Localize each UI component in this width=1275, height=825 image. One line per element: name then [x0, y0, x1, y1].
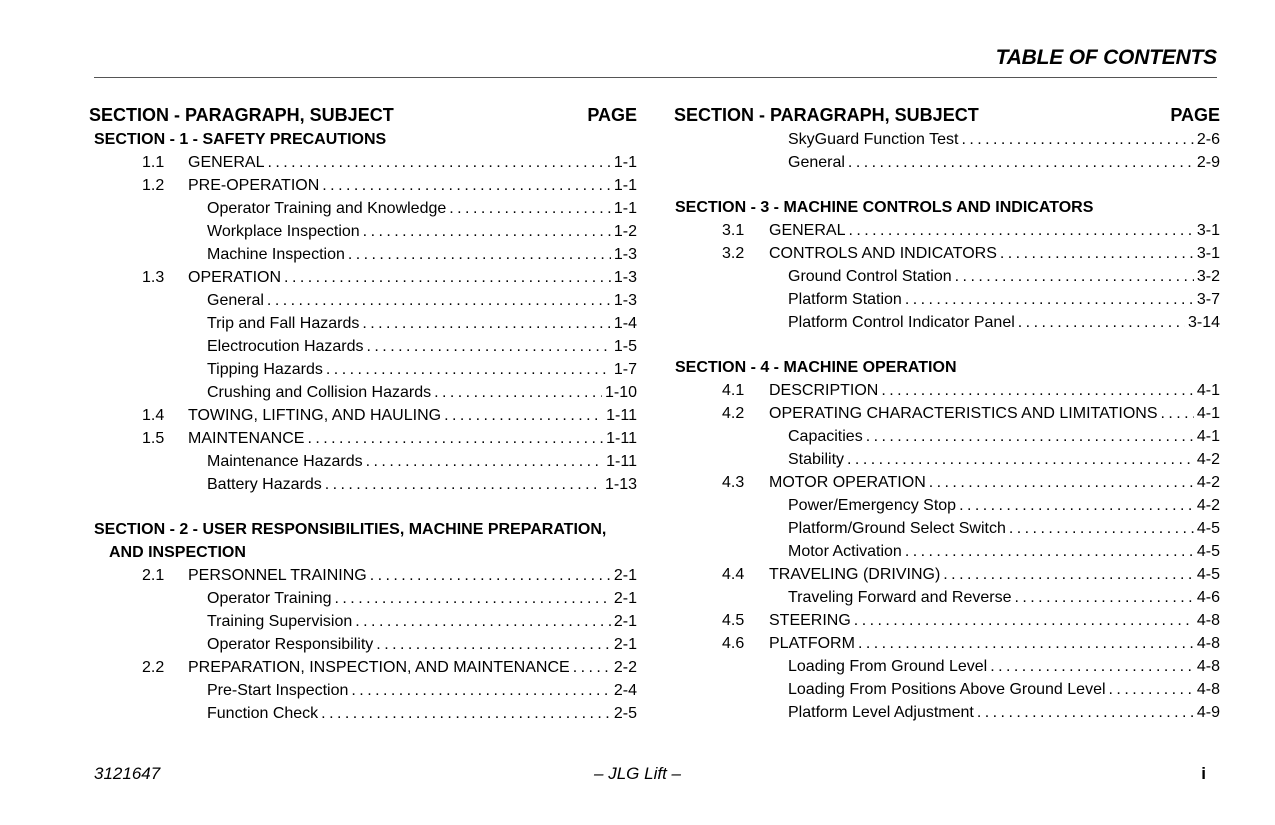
toc-entry-title: Capacities: [788, 428, 863, 445]
toc-page-number: 2-5: [613, 705, 637, 722]
toc-page-number: 4-2: [1196, 474, 1220, 491]
toc-page-number: 3-2: [1196, 268, 1220, 285]
toc-page-number: 3-1: [1196, 245, 1220, 262]
dot-leader: [848, 219, 1193, 242]
toc-subentry[interactable]: [89, 335, 637, 358]
toc-entry-title: Workplace Inspection: [207, 223, 360, 240]
section-gap: [674, 174, 1220, 196]
section-heading[interactable]: [674, 196, 1220, 219]
dot-leader: [444, 404, 603, 427]
toc-page-number: 4-6: [1196, 589, 1220, 606]
dot-leader: [854, 609, 1194, 632]
toc-entry-title: Maintenance Hazards: [207, 453, 363, 470]
toc-entry-number: 4.6: [722, 635, 745, 652]
toc-page-number: 1-5: [613, 338, 637, 355]
toc-entry-title: OPERATION: [188, 269, 282, 286]
dot-leader: [376, 633, 611, 656]
toc-entry[interactable]: [674, 402, 1220, 425]
toc-list: [89, 128, 637, 725]
toc-page-number: 4-2: [1196, 497, 1220, 514]
toc-page-number: 4-2: [1196, 451, 1220, 468]
toc-entry-title: Stability: [788, 451, 845, 468]
toc-subentry[interactable]: [89, 220, 637, 243]
toc-entry[interactable]: [89, 266, 637, 289]
toc-page-number: 4-8: [1196, 681, 1220, 698]
dot-leader: [1109, 678, 1194, 701]
toc-entry-title: Pre-Start Inspection: [207, 682, 349, 699]
toc-subentry[interactable]: [89, 289, 637, 312]
page-header-title: TABLE OF CONTENTS: [995, 46, 1217, 69]
dot-leader: [905, 540, 1194, 563]
toc-subentry[interactable]: [674, 151, 1220, 174]
toc-subentry[interactable]: [89, 450, 637, 473]
toc-entry-number: 1.1: [142, 154, 165, 171]
toc-subentry[interactable]: [674, 678, 1220, 701]
dot-leader: [866, 425, 1194, 448]
dot-leader: [449, 197, 611, 220]
section-heading-text: SECTION - 1 - SAFETY PRECAUTIONS: [94, 131, 387, 148]
toc-page-number: 1-7: [613, 361, 637, 378]
toc-entry-number: 1.4: [142, 407, 165, 424]
toc-entry-title: Power/Emergency Stop: [788, 497, 957, 514]
toc-subentry[interactable]: [674, 586, 1220, 609]
dot-leader: [267, 151, 610, 174]
dot-leader: [961, 128, 1193, 151]
toc-page-number: 3-1: [1196, 222, 1220, 239]
toc-entry-title: GENERAL: [769, 222, 846, 239]
toc-entry-number: 2.2: [142, 659, 165, 676]
dot-leader: [1160, 402, 1193, 425]
section-heading-text: SECTION - 2 - USER RESPONSIBILITIES, MACHINE PREPARATION,: [94, 521, 607, 538]
toc-subentry[interactable]: [674, 265, 1220, 288]
toc-entry-title: Machine Inspection: [207, 246, 345, 263]
dot-leader: [351, 679, 610, 702]
toc-page-number: 4-5: [1196, 520, 1220, 537]
toc-entry-title: Platform Station: [788, 291, 902, 308]
toc-entry-title: TOWING, LIFTING, AND HAULING: [188, 407, 442, 424]
toc-entry-title: Platform/Ground Select Switch: [788, 520, 1006, 537]
dot-leader: [362, 312, 611, 335]
toc-page-number: 4-1: [1196, 405, 1220, 422]
dot-leader: [267, 289, 611, 312]
toc-entry-number: 4.5: [722, 612, 745, 629]
toc-page-number: 1-11: [606, 453, 637, 470]
dot-leader: [929, 471, 1194, 494]
toc-entry-title: Traveling Forward and Reverse: [788, 589, 1012, 606]
toc-page-number: 4-8: [1196, 635, 1220, 652]
toc-page-number: 1-1: [613, 177, 637, 194]
toc-entry-title: Operator Responsibility: [207, 636, 374, 653]
toc-subentry[interactable]: [674, 494, 1220, 517]
toc-subentry[interactable]: [674, 540, 1220, 563]
toc-page-number: 4-5: [1196, 566, 1220, 583]
toc-subentry[interactable]: [89, 679, 637, 702]
toc-page-number: 1-3: [613, 292, 637, 309]
toc-entry[interactable]: [89, 564, 637, 587]
toc-subentry[interactable]: [89, 312, 637, 335]
toc-subentry[interactable]: [89, 587, 637, 610]
toc-entry-title: MAINTENANCE: [188, 430, 305, 447]
column-heading: [89, 102, 637, 128]
toc-entry-title: MOTOR OPERATION: [769, 474, 926, 491]
dot-leader: [1000, 242, 1194, 265]
toc-entry-title: Crushing and Collision Hazards: [207, 384, 432, 401]
toc-page-number: 4-1: [1196, 382, 1220, 399]
dot-leader: [307, 427, 603, 450]
dot-leader: [573, 656, 611, 679]
toc-page-number: 2-4: [613, 682, 637, 699]
toc-page-number: 4-8: [1196, 612, 1220, 629]
section-gap: [89, 496, 637, 518]
toc-page-number: 2-1: [613, 567, 637, 584]
toc-entry-title: CONTROLS AND INDICATORS: [769, 245, 997, 262]
toc-entry-title: PLATFORM: [769, 635, 855, 652]
toc-subentry[interactable]: [674, 311, 1220, 334]
toc-entry-number: 4.2: [722, 405, 745, 422]
toc-entry-title: Platform Level Adjustment: [788, 704, 974, 721]
section-heading[interactable]: [89, 518, 637, 564]
dot-leader: [355, 610, 611, 633]
toc-entry-title: Training Supervision: [207, 613, 353, 630]
toc-entry-number: 1.3: [142, 269, 165, 286]
dot-leader: [990, 655, 1194, 678]
toc-column-left: [89, 102, 637, 725]
dot-leader: [848, 151, 1194, 174]
toc-subentry[interactable]: [674, 128, 1220, 151]
toc-page-number: 4-5: [1196, 543, 1220, 560]
toc-entry-number: 2.1: [142, 567, 165, 584]
dot-leader: [284, 266, 611, 289]
dot-leader: [1018, 311, 1185, 334]
toc-entry-title: TRAVELING (DRIVING): [769, 566, 941, 583]
footer-page-number: i: [1201, 764, 1206, 783]
toc-entry-title: STEERING: [769, 612, 851, 629]
toc-page-number: 3-7: [1196, 291, 1220, 308]
dot-leader: [325, 473, 602, 496]
dot-leader: [881, 379, 1194, 402]
toc-entry-number: 4.3: [722, 474, 745, 491]
toc-entry-title: Loading From Positions Above Ground Level: [788, 681, 1106, 698]
dot-leader: [977, 701, 1194, 724]
toc-entry-number: 3.2: [722, 245, 745, 262]
toc-entry-title: PRE-OPERATION: [188, 177, 320, 194]
dot-leader: [959, 494, 1194, 517]
dot-leader: [434, 381, 602, 404]
toc-page-number: 1-2: [613, 223, 637, 240]
toc-entry-title: General: [788, 154, 845, 171]
toc-entry[interactable]: [674, 219, 1220, 242]
toc-entry-title: PREPARATION, INSPECTION, AND MAINTENANCE: [188, 659, 570, 676]
toc-subentry[interactable]: [89, 702, 637, 725]
toc-entry-number: 4.1: [722, 382, 745, 399]
toc-subentry[interactable]: [674, 448, 1220, 471]
toc-page-number: 4-8: [1196, 658, 1220, 675]
dot-leader: [847, 448, 1194, 471]
toc-subentry[interactable]: [89, 381, 637, 404]
toc-page-number: 1-1: [613, 200, 637, 217]
toc-entry-title: Tipping Hazards: [207, 361, 323, 378]
toc-entry-title: DESCRIPTION: [769, 382, 879, 399]
toc-subentry[interactable]: [674, 701, 1220, 724]
toc-entry-number: 3.1: [722, 222, 745, 239]
toc-entry-number: 4.4: [722, 566, 745, 583]
column-heading-page-label: PAGE: [1170, 105, 1220, 125]
toc-page-number: 1-11: [606, 430, 637, 447]
toc-entry[interactable]: [674, 471, 1220, 494]
toc-list: [674, 128, 1220, 724]
toc-subentry[interactable]: [674, 517, 1220, 540]
toc-entry[interactable]: [89, 174, 637, 197]
column-heading-section-label: SECTION - PARAGRAPH, SUBJECT: [674, 105, 979, 125]
toc-entry-title: Loading From Ground Level: [788, 658, 988, 675]
toc-page-number: 1-1: [613, 154, 637, 171]
toc-page-number: 3-14: [1187, 314, 1220, 331]
toc-subentry[interactable]: [89, 633, 637, 656]
header-rule: [94, 77, 1217, 78]
section-heading[interactable]: [89, 128, 637, 151]
toc-page-number: 2-1: [613, 636, 637, 653]
toc-entry[interactable]: [89, 151, 637, 174]
dot-leader: [366, 450, 604, 473]
toc-entry-number: 1.2: [142, 177, 165, 194]
section-heading[interactable]: [674, 356, 1220, 379]
toc-page-number: 1-13: [604, 476, 637, 493]
toc-subentry[interactable]: [89, 243, 637, 266]
toc-page-number: 2-2: [613, 659, 637, 676]
toc-entry-title: Platform Control Indicator Panel: [788, 314, 1015, 331]
toc-page-number: 1-10: [604, 384, 637, 401]
toc-entry-title: SkyGuard Function Test: [788, 131, 959, 148]
toc-entry-title: Function Check: [207, 705, 319, 722]
dot-leader: [322, 174, 611, 197]
toc-entry[interactable]: [89, 656, 637, 679]
toc-entry-title: Electrocution Hazards: [207, 338, 364, 355]
toc-entry-title: PERSONNEL TRAINING: [188, 567, 367, 584]
dot-leader: [321, 702, 611, 725]
dot-leader: [363, 220, 611, 243]
toc-entry[interactable]: [674, 609, 1220, 632]
toc-page-number: 2-6: [1196, 131, 1220, 148]
toc-page-number: 1-4: [613, 315, 637, 332]
toc-entry-title: Ground Control Station: [788, 268, 952, 285]
toc-page-number: 4-1: [1196, 428, 1220, 445]
toc-page-number: 1-3: [613, 246, 637, 263]
toc-column-right: [674, 102, 1220, 724]
section-heading-text: SECTION - 4 - MACHINE OPERATION: [675, 359, 957, 376]
column-heading: [674, 102, 1220, 128]
footer-doc-number: 3121647: [94, 764, 161, 783]
dot-leader: [335, 587, 611, 610]
toc-entry-title: Trip and Fall Hazards: [207, 315, 360, 332]
toc-page-number: 4-9: [1196, 704, 1220, 721]
toc-entry-title: GENERAL: [188, 154, 265, 171]
toc-entry-number: 1.5: [142, 430, 165, 447]
toc-entry[interactable]: [674, 242, 1220, 265]
toc-subentry[interactable]: [674, 425, 1220, 448]
toc-subentry[interactable]: [674, 655, 1220, 678]
dot-leader: [858, 632, 1194, 655]
footer-center-text: – JLG Lift –: [594, 764, 681, 783]
column-heading-page-label: PAGE: [587, 105, 637, 125]
toc-page-number: 2-1: [613, 590, 637, 607]
toc-entry-title: Motor Activation: [788, 543, 902, 560]
toc-subentry[interactable]: [89, 610, 637, 633]
toc-subentry[interactable]: [89, 473, 637, 496]
dot-leader: [905, 288, 1194, 311]
toc-subentry[interactable]: [674, 288, 1220, 311]
toc-entry[interactable]: [89, 427, 637, 450]
toc-entry-title: Battery Hazards: [207, 476, 322, 493]
dot-leader: [326, 358, 611, 381]
section-gap: [674, 334, 1220, 356]
dot-leader: [955, 265, 1194, 288]
dot-leader: [1015, 586, 1194, 609]
dot-leader: [367, 335, 611, 358]
toc-page-number: 2-1: [613, 613, 637, 630]
toc-entry-title: General: [207, 292, 264, 309]
toc-entry-title: OPERATING CHARACTERISTICS AND LIMITATIONS: [769, 405, 1158, 422]
toc-page-number: 1-11: [606, 407, 637, 424]
dot-leader: [370, 564, 611, 587]
column-heading-section-label: SECTION - PARAGRAPH, SUBJECT: [89, 105, 394, 125]
toc-page-number: 1-3: [613, 269, 637, 286]
dot-leader: [1009, 517, 1194, 540]
toc-entry[interactable]: [674, 563, 1220, 586]
toc-entry-title: Operator Training and Knowledge: [207, 200, 447, 217]
toc-subentry[interactable]: [89, 197, 637, 220]
toc-entry[interactable]: [89, 404, 637, 427]
toc-entry[interactable]: [674, 379, 1220, 402]
dot-leader: [943, 563, 1194, 586]
section-heading-text: SECTION - 3 - MACHINE CONTROLS AND INDICATORS: [675, 199, 1094, 216]
toc-subentry[interactable]: [89, 358, 637, 381]
dot-leader: [348, 243, 611, 266]
toc-page-number: 2-9: [1196, 154, 1220, 171]
section-heading-text-line2: AND INSPECTION: [109, 544, 246, 561]
toc-entry[interactable]: [674, 632, 1220, 655]
toc-entry-title: Operator Training: [207, 590, 332, 607]
